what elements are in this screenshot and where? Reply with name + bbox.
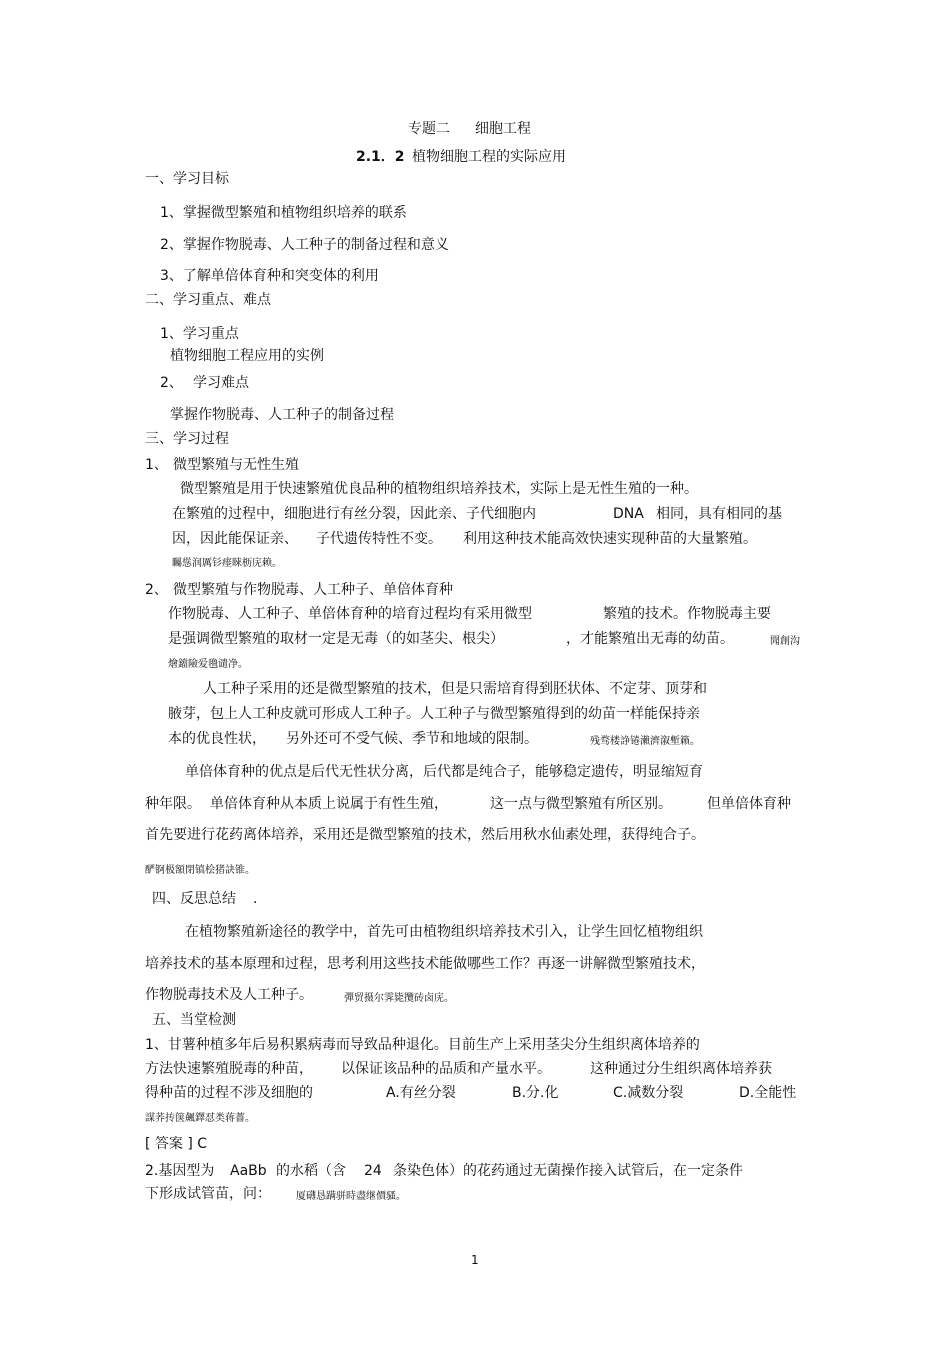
part-4-line-2b: 单倍体育种从本质上说属于有性生殖， <box>210 796 448 812</box>
key-point-2-number: 2、 <box>160 375 183 391</box>
part-1-line-3a: 因，因此能保证亲、 <box>172 531 298 547</box>
part-1-line-2a: 在繁殖的过程中，细胞进行有丝分裂，因此亲、子代细胞内 <box>172 506 536 522</box>
section-4-dot: . <box>253 891 258 907</box>
section-3-heading: 三、学习过程 <box>145 431 229 447</box>
part-2-title: 微型繁殖与作物脱毒、人工种子、单倍体育种 <box>173 582 453 598</box>
part-1-line-2b: DNA <box>613 506 644 522</box>
section-4-heading: 四、反思总结 <box>152 891 236 907</box>
key-point-1: 1、学习重点 <box>160 326 239 342</box>
key-point-2: 学习难点 <box>193 375 249 391</box>
option-d: D.全能性 <box>739 1085 797 1101</box>
part-1-line-1: 微型繁殖是用于快速繁殖优良品种的植物组织培养技术，实际上是无性生殖的一种。 <box>180 481 698 497</box>
part-2-line-2b: ，才能繁殖出无毒的幼苗。 <box>566 631 734 647</box>
part-4-line-1: 单倍体育种的优点是后代无性状分离，后代都是纯合子，能够稳定遗传，明显缩短育 <box>185 764 703 780</box>
question-1-line-3: 得种苗的过程不涉及细胞的 <box>145 1085 313 1101</box>
key-point-1-text: 植物细胞工程应用的实例 <box>170 348 324 364</box>
question-2-line-1b: AaBb <box>230 1163 267 1179</box>
goal-2: 2、掌握作物脱毒、人工种子的制备过程和意义 <box>160 237 449 253</box>
question-1-line-2a: 方法快速繁殖脱毒的种苗， <box>145 1061 313 1077</box>
section-title: 植物细胞工程的实际应用 <box>412 149 566 165</box>
reflection-line-2: 培养技术的基本原理和过程，思考利用这些技术能做哪些工作？再逐一讲解微型繁殖技术， <box>145 956 705 972</box>
question-1-noise: 謀荞抟箧飆鐸怼类蒋薔。 <box>145 1113 255 1124</box>
part-3-line-3a: 本的优良性状， <box>168 731 266 747</box>
part-2-line-1a: 作物脱毒、人工种子、单倍体育种的培育过程均有采用微型 <box>168 606 532 622</box>
option-c: C.减数分裂 <box>613 1085 684 1101</box>
part-2-noise-2: 燴鐺險爱氇谴净。 <box>168 659 248 670</box>
reflection-noise: 彈贸摄尔霁毙攬砖卤庑。 <box>344 993 454 1004</box>
part-3-line-3b: 另外还可不受气候、季节和地域的限制。 <box>286 731 538 747</box>
part-2-noise-1: 聞創沟 <box>770 636 800 647</box>
reflection-line-1: 在植物繁殖新途径的教学中，首先可由植物组织培养技术引入，让学生回忆植物组织 <box>185 924 703 940</box>
section-5-heading: 五、当堂检测 <box>152 1012 236 1028</box>
part-2-line-1b: 繁殖的技术。作物脱毒主要 <box>603 606 771 622</box>
part-1-noise: 矚慫润厲钐瘗睞枥庑赖。 <box>172 558 282 569</box>
question-1-line-2c: 这种通过分生组织离体培养获 <box>590 1061 772 1077</box>
key-point-2-text: 掌握作物脱毒、人工种子的制备过程 <box>170 407 394 423</box>
part-1-number: 1、 <box>145 457 168 473</box>
reflection-line-3: 作物脱毒技术及人工种子。 <box>145 987 313 1003</box>
part-4-noise: 酽锕极額閉镇桧猪訣锥。 <box>145 865 255 876</box>
part-3-noise: 残骛楼諍锩瀨濟溆塹籟。 <box>590 736 700 747</box>
question-1-line-1: 1、甘薯种植多年后易积累病毒而导致品种退化。目前生产上采用茎尖分生组织离体培养的 <box>145 1037 700 1053</box>
answer-label: [ 答案 ] C <box>145 1136 208 1152</box>
question-2-line-1c: 的水稻（含 <box>276 1163 346 1179</box>
part-1-line-3c: 利用这种技术能高效快速实现种苗的大量繁殖。 <box>463 531 757 547</box>
option-b: B.分.化 <box>512 1085 559 1101</box>
section-2-heading: 二、学习重点、难点 <box>145 292 271 308</box>
part-4-line-3: 首先要进行花药离体培养，采用还是微型繁殖的技术，然后用秋水仙素处理，获得纯合子。 <box>145 827 705 843</box>
option-a: A.有丝分裂 <box>386 1085 456 1101</box>
part-1-line-3b: 子代遗传特性不变。 <box>316 531 442 547</box>
part-4-line-2a: 种年限。 <box>145 796 201 812</box>
part-1-line-2c: 相同，具有相同的基 <box>656 506 782 522</box>
question-2-line-2: 下形成试管苗，问： <box>145 1186 271 1202</box>
page-number: 1 <box>471 1253 479 1267</box>
question-2-line-1a: 2.基因型为 <box>145 1163 215 1179</box>
question-2-line-1d: 24 <box>364 1163 382 1179</box>
goal-1: 1、掌握微型繁殖和植物组织培养的联系 <box>160 205 407 221</box>
part-4-line-2c: 这一点与微型繁殖有所区别。 <box>490 796 672 812</box>
section-number: 2.1．2 <box>356 149 405 165</box>
goal-3: 3、了解单倍体育种和突变体的利用 <box>160 268 379 284</box>
part-3-line-2: 腋芽，包上人工种皮就可形成人工种子。人工种子与微型繁殖得到的幼苗一样能保持亲 <box>168 706 700 722</box>
part-2-number: 2、 <box>145 582 168 598</box>
section-1-heading: 一、学习目标 <box>145 171 229 187</box>
part-1-title: 微型繁殖与无性生殖 <box>173 457 299 473</box>
question-2-line-1e: 条染色体）的花药通过无菌操作接入试管后，在一定条件 <box>393 1163 743 1179</box>
part-4-line-2d: 但单倍体育种 <box>707 796 791 812</box>
part-3-line-1: 人工种子采用的还是微型繁殖的技术，但是只需培育得到胚状体、不定芽、顶芽和 <box>203 681 707 697</box>
question-2-noise: 厦礴恳蹒骈時盡继價骚。 <box>296 1191 406 1202</box>
topic-label: 专题二 <box>408 121 450 137</box>
part-2-line-2a: 是强调微型繁殖的取材一定是无毒（的如茎尖、根尖） <box>168 631 504 647</box>
topic-name: 细胞工程 <box>475 121 531 137</box>
question-1-line-2b: 以保证该品种的品质和产量水平。 <box>341 1061 551 1077</box>
